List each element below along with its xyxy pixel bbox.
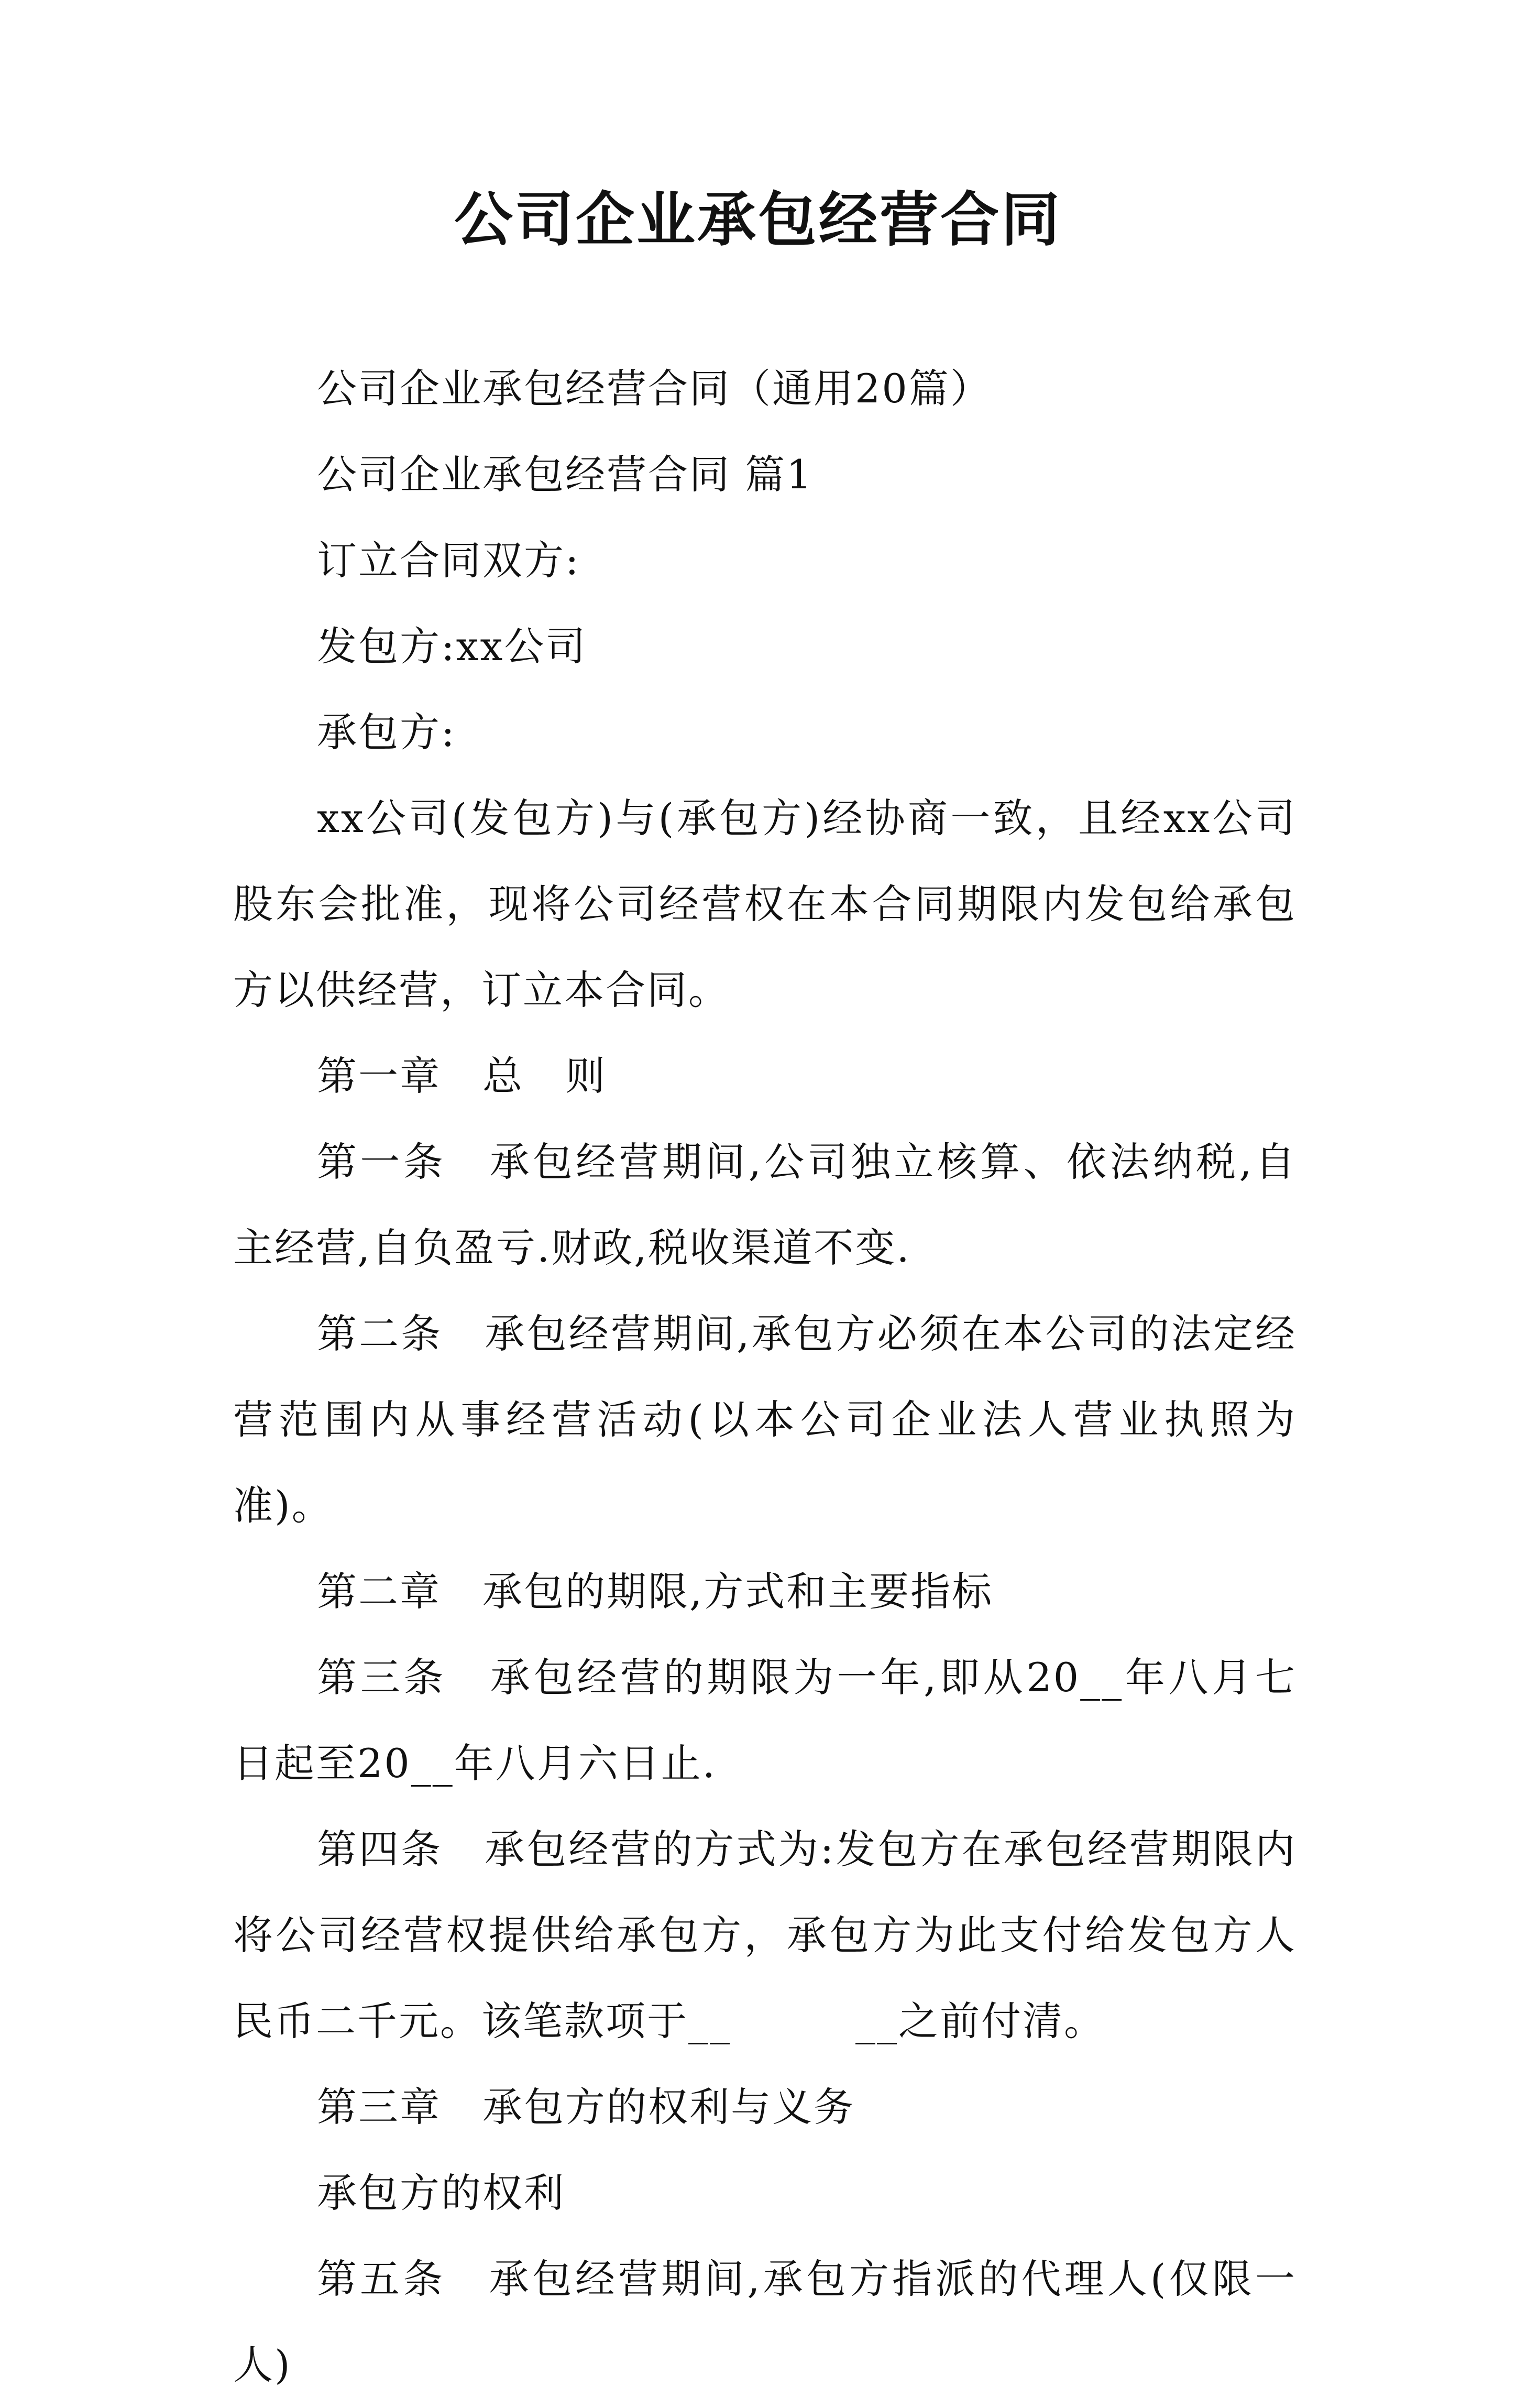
chapter-heading: 第三章 承包方的权利与义务 xyxy=(317,2084,855,2130)
paragraph: 发包方:xx公司 xyxy=(317,623,587,670)
paragraph: 订立合同双方: xyxy=(317,537,580,584)
paragraph: 公司企业承包经营合同（通用20篇） xyxy=(317,365,992,412)
paragraph: xx公司(发包方)与(承包方)经协商一致，且经xx公司股东会批准，现将公司经营权在本合同期限内发包给承包方以供经营，订立本合同。 xyxy=(233,795,1297,1013)
document-body xyxy=(233,346,1297,2408)
document-title: 公司企业承包经营合同 xyxy=(454,185,1062,254)
paragraph: 第四条 承包经营的方式为:发包方在承包经营期限内将公司经营权提供给承包方，承包方为此支付给发包方人民币二千元。该笔款项于__ __之前付清。 xyxy=(233,1826,1297,2044)
paragraph: 第一条 承包经营期间,公司独立核算、依法纳税,自主经营,自负盈亏.财政,税收渠道不变. xyxy=(233,1139,1297,1271)
paragraph: 承包方: xyxy=(317,709,456,756)
chapter-heading: 第二章 承包的期限,方式和主要指标 xyxy=(317,1568,994,1615)
paragraph: 第二条 承包经营期间,承包方必须在本公司的法定经营范围内从事经营活动(以本公司企业法人营业执照为准)。 xyxy=(233,1310,1297,1529)
paragraph: 第五条 承包经营期间,承包方指派的代理人(仅限一人) xyxy=(233,2256,1297,2388)
section-heading: 承包方的权利 xyxy=(317,2170,565,2216)
paragraph: 第三条 承包经营的期限为一年,即从20__年八月七日起至20__年八月六日止. xyxy=(233,1654,1297,1787)
paragraph: 公司企业承包经营合同 篇1 xyxy=(317,451,814,498)
chapter-heading: 第一章 总 则 xyxy=(317,1053,607,1099)
